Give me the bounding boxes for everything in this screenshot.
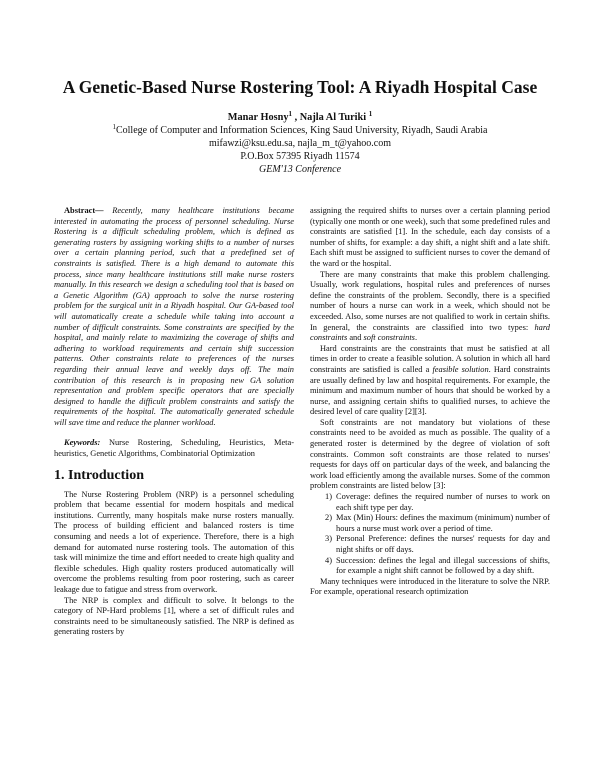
body-paragraph-3 <box>310 344 550 418</box>
postal-address: P.O.Box 57395 Riyadh 11574 <box>240 151 360 162</box>
affiliation: College of Computer and Information Sciences, King Saud University, Riyadh, Saudi Arabia <box>115 125 488 136</box>
list-text: Max (Min) Hours: defines the maximum (minimum) number of hours a nurse must work over a period of time. <box>336 513 550 533</box>
body-text: There are many constraints that make this problem challenging. Usually, work regulations, hospital rules and preferences of nurses define the constraints of the problem. Secondly, there is a specified number of hours a nurse can work in a week, which should not be exceeded. Also, some nurses are not qualified to work in certain shifts. In general, the constraints are classified into two types: <box>310 269 550 332</box>
keywords <box>54 438 294 459</box>
body-paragraph-5: Many techniques were introduced in the literature to solve the NRP. For example, operational research optimization <box>310 576 550 597</box>
author-name: Manar Hosny <box>227 112 289 123</box>
affiliation-line <box>20 124 580 137</box>
list-number: 3) <box>325 534 332 544</box>
conference-name: GEM'13 Conference <box>258 164 342 175</box>
section-heading-introduction: 1. Introduction <box>54 467 144 483</box>
term-hard-constraints: hard constraints <box>310 322 550 343</box>
body-paragraph-2 <box>310 270 550 344</box>
keywords-paragraph <box>54 438 294 459</box>
author-affil-marker: 1 <box>288 110 293 118</box>
author-emails: mifawzi@ksu.edu.sa, najla_m_t@yahoo.com <box>209 138 391 149</box>
keywords-label: Keywords: <box>64 438 101 448</box>
list-item <box>310 534 550 555</box>
list-number: 4) <box>325 555 332 565</box>
left-column <box>54 206 294 638</box>
list-text: Coverage: defines the required number of nurses to work on each shift type per day. <box>336 492 550 512</box>
list-item <box>310 492 550 513</box>
list-text: Succession: defines the legal and illegal successions of shifts, for example a night shift cannot be followed by a day shift. <box>336 555 550 576</box>
abstract-text: Recently, many healthcare institutions became interested in automating the process of personnel scheduling. Nurse Rostering is a difficult scheduling problem, which is defined as generating rosters by assigning working shifts to a number of nurses over a certain planning period, such that a predefined set of constraints is satisfied. There is a high demand to automate this process, since many healthcare institutions still make nurse rosters manually. In this research we design a scheduling tool that is based on a Genetic Algorithm (GA) approach to solve the nurse rostering problem for the surgical unit in a Riyadh hospital. Our GA-based tool will automatically create a schedule while taking into account a number of difficult constraints. Some constraints are specified by the hospital, and mainly relate to maximizing the coverage of shifts and adhering to workload requirements and certain shift succession patterns. Other constraints relate to preferences of the nurses regarding their annual leave and weekly days off. The main contribution of this research is in proposing new GA solution representation and problem specific operators that are specially designed to handle the difficult problem constraints and satisfy the requirements of the hospital. The automatically generated schedule will save time and reduce the planner workload. <box>54 206 294 427</box>
constraint-list <box>310 492 550 577</box>
author-affil-marker: 1 <box>368 110 373 118</box>
body-text: . <box>414 333 418 343</box>
abstract <box>54 206 294 428</box>
page-title: A Genetic-Based Nurse Rostering Tool: A Riyadh Hospital Case <box>62 77 538 97</box>
abstract-paragraph <box>54 206 294 428</box>
body-text: and <box>347 333 364 343</box>
keywords-text: Nurse Rostering, Scheduling, Heuristics, Meta-heuristics, Genetic Algorithms, Combinatorial Optimization <box>54 438 294 459</box>
term-soft-constraints: soft constraints <box>363 333 415 343</box>
body-text: . Hard constraints are usually defined by law and hospital requirements. For example, the minimum and maximum number of hours that should be worked by a nurse, and assigning certain shifts to qualified nurses, to achieve the desired level of care quality [2][3]. <box>310 364 551 417</box>
list-number: 1) <box>325 492 332 502</box>
body-text: Hard constraints are the constraints that must be satisfied at all times in order to create a feasible solution. A solution in which all hard constraints are satisfied is called a <box>310 343 550 374</box>
intro-paragraph-1: The Nurse Rostering Problem (NRP) is a personnel scheduling problem that became essential for modern hospitals and medical institutions. Currently, many hospitals make nurse rosters manually. The process of building efficient and balanced rosters is time consuming and needs a lot of experience. Therefore, there is a high demand for automated nurse rostering tools. The automation of this task will minimize the time and effort needed to create high quality and flexible schedules. High quality rosters produced automatically will overcome the problems resulting from poor rostering, such as career leakage due to fatigue and stress from overwork. <box>54 489 294 594</box>
author-separator: , <box>292 112 300 123</box>
list-text: Personal Preference: defines the nurses' requests for day and night shifts or off days. <box>336 534 550 554</box>
author-line <box>20 111 580 124</box>
right-column <box>310 206 550 598</box>
abstract-label: Abstract— <box>64 206 104 215</box>
list-number: 2) <box>325 513 332 523</box>
intro-paragraph-2: The NRP is complex and difficult to solve. It belongs to the category of NP-Hard problems [1], where a set of difficult rules and constraints need to be simultaneously satisfied. The NRP is defined as generating rosters by <box>54 595 294 637</box>
author-name: Najla Al Turiki <box>299 112 367 123</box>
list-item <box>310 513 550 534</box>
body-paragraph-1: assigning the required shifts to nurses over a certain planning period (typically one month or one week), such that some predefined rules and constraints are satisfied [1]. In the schedule, each day consists of a number of shifts, for example: a day shift, a night shift and a late shift. Each shift must be assigned to sufficient nurses to cover the demand of the ward or the hospital. <box>310 206 551 268</box>
body-paragraph-4: Soft constraints are not mandatory but violations of these constraints need to be avoided as much as possible. The quality of a generated roster is determined by the degree of violation of soft constraints. Common soft constraints are those related to nurses' requests for days off on particular days of the week, and balancing the work load efficiently among the available nurses. Some of the common problem constraints are listed below [3]: <box>310 417 550 491</box>
list-item <box>310 556 550 577</box>
term-feasible-solution: feasible solution <box>432 364 489 374</box>
affiliation-marker: 1 <box>112 123 116 131</box>
